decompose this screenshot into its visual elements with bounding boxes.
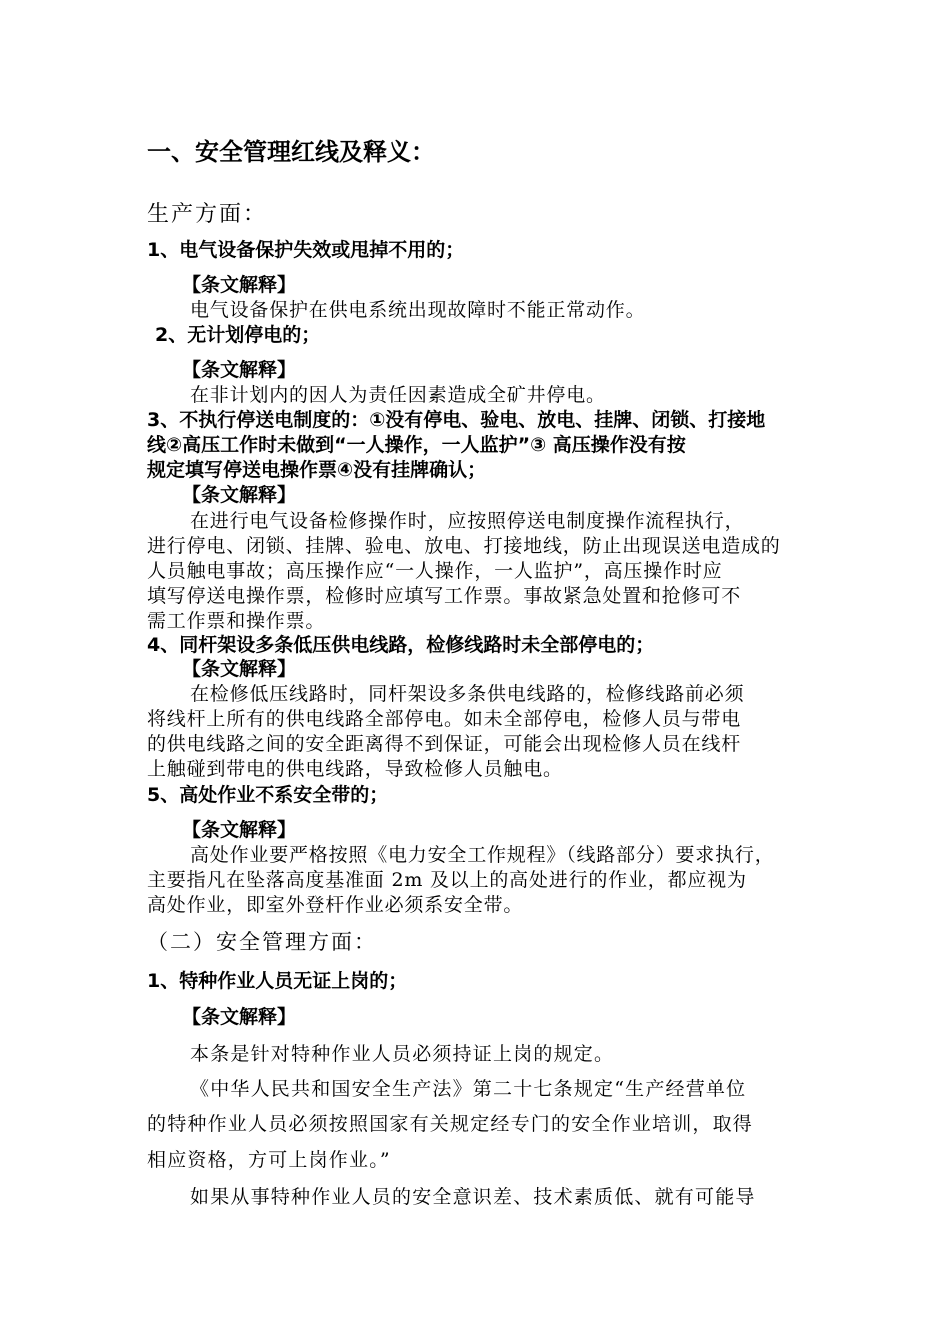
item-4-body-line: 的供电线路之间的安全距离得不到保证，可能会出现检修人员在线杆 bbox=[147, 733, 742, 755]
mgmt-paragraph-line: 《中华人民共和国安全生产法》第二十七条规定“生产经营单位 bbox=[190, 1078, 747, 1100]
item-1-explain-label: 【条文解释】 bbox=[182, 274, 297, 296]
item-3-body-line: 需工作票和操作票。 bbox=[147, 610, 326, 632]
section-management-heading: （二）安全管理方面： bbox=[147, 930, 377, 954]
item-2-title: 2、无计划停电的； bbox=[155, 324, 321, 346]
item-1-body-line: 电气设备保护在供电系统出现故障时不能正常动作。 bbox=[190, 299, 646, 321]
mgmt-paragraph-line: 的特种作业人员必须按照国家有关规定经专门的安全作业培训，取得 bbox=[147, 1113, 754, 1135]
item-5-body-line: 主要指凡在坠落高度基准面 2m 及以上的高处进行的作业，都应视为 bbox=[147, 869, 747, 891]
mgmt-item-1-title: 1、特种作业人员无证上岗的； bbox=[147, 970, 408, 992]
item-3-title-line: 3、不执行停送电制度的：①没有停电、验电、放电、挂牌、闭锁、打接地 bbox=[147, 409, 766, 431]
item-2-explain-label: 【条文解释】 bbox=[182, 359, 297, 381]
mgmt-paragraph-line: 相应资格，方可上岗作业。” bbox=[147, 1149, 391, 1171]
item-4-body-line: 将线杆上所有的供电线路全部停电。如未全部停电，检修人员与带电 bbox=[147, 708, 742, 730]
mgmt-paragraph-line: 本条是针对特种作业人员必须持证上岗的规定。 bbox=[190, 1043, 615, 1065]
item-5-title: 5、高处作业不系安全带的； bbox=[147, 784, 389, 806]
item-3-title-line: 规定填写停送电操作票④没有挂牌确认； bbox=[147, 459, 487, 481]
item-2-body-line: 在非计划内的因人为责任因素造成全矿井停电。 bbox=[190, 384, 606, 406]
item-4-body-line: 上触碰到带电的供电线路，导致检修人员触电。 bbox=[147, 758, 563, 780]
item-3-body-line: 在进行电气设备检修操作时，应按照停送电制度操作流程执行， bbox=[190, 510, 745, 532]
item-4-title: 4、同杆架设多条低压供电线路，检修线路时未全部停电的； bbox=[147, 634, 655, 656]
item-5-explain-label: 【条文解释】 bbox=[182, 819, 297, 841]
item-3-body-line: 填写停送电操作票，检修时应填写工作票。事故紧急处置和抢修可不 bbox=[147, 585, 742, 607]
mgmt-item-1-explain-label: 【条文解释】 bbox=[182, 1006, 297, 1028]
item-1-title: 1、电气设备保护失效或甩掉不用的； bbox=[147, 239, 465, 261]
item-3-body-line: 人员触电事故；高压操作应“一人操作，一人监护”，高压操作时应 bbox=[147, 560, 723, 582]
item-3-body-line: 进行停电、闭锁、挂牌、验电、放电、打接地线，防止出现误送电造成的 bbox=[147, 535, 781, 557]
main-heading: 一、安全管理红线及释义： bbox=[147, 138, 435, 166]
item-3-title-line: 线②高压工作时未做到“一人操作，一人监护”③ 高压操作没有按 bbox=[147, 434, 686, 456]
section-production-heading: 生产方面： bbox=[147, 202, 268, 227]
item-5-body-line: 高处作业要严格按照《电力安全工作规程》（线路部分）要求执行， bbox=[190, 844, 775, 866]
item-4-body-line: 在检修低压线路时，同杆架设多条供电线路的，检修线路前必须 bbox=[190, 683, 745, 705]
item-5-body-line: 高处作业，即室外登杆作业必须系安全带。 bbox=[147, 894, 524, 916]
item-4-explain-label: 【条文解释】 bbox=[182, 658, 297, 680]
mgmt-paragraph-line: 如果从事特种作业人员的安全意识差、技术素质低、就有可能导 bbox=[190, 1186, 756, 1208]
item-3-explain-label: 【条文解释】 bbox=[182, 484, 297, 506]
